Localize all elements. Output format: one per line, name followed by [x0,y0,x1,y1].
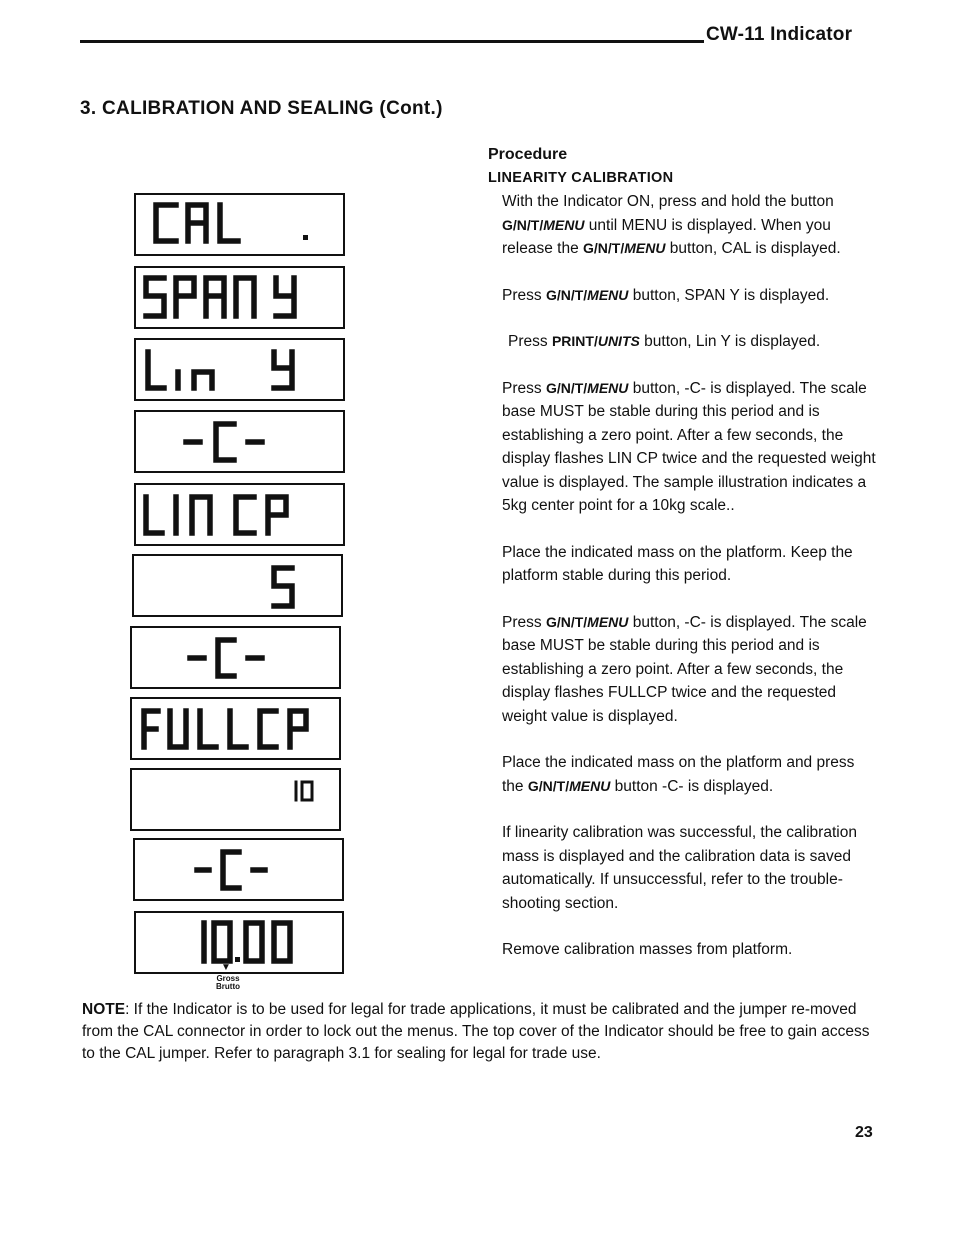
annunciator-brutto: Brutto [216,982,240,991]
step-2-text-a: Press [502,286,542,304]
lcd-segments-10 [132,770,339,829]
gnt-button-label: G/N/T/ [545,286,588,303]
step-1-text-c: button, CAL is displayed. [669,240,841,257]
step-5 [502,541,878,588]
step-4-text-b: button, -C- is displayed. The scale base MUST be stable during this period and is establishing a zero point. After a few seconds, the display flashes LIN CP twice and the requested weight value is displayed. The sample illustration indicates a 5kg center point for a 10kg scale.. [502,379,876,514]
lcd-segments-lin-cp [136,485,343,544]
lcd-segments-span-y [136,268,343,327]
lcd-display-cal [134,193,345,256]
procedure-text [488,143,878,985]
gnt-button-label: G/N/T/ [583,240,625,256]
lcd-display-lin-cp [134,483,345,546]
lcd-segments-5 [134,556,341,615]
lcd-segments-c-1 [136,412,343,471]
print-button-label: PRINT/ [551,333,598,349]
lcd-display-fullcp [130,697,341,760]
lcd-display-10 [130,768,341,831]
lcd-segments-lin-y [136,340,343,399]
linearity-heading: LINEARITY CALIBRATION [488,169,674,186]
gnt-button-label: G/N/T/ [545,379,588,396]
procedure-heading: Procedure [488,146,568,163]
lcd-segments-10-00 [136,913,342,972]
page-number: 23 [855,1124,873,1141]
menu-button-label: MENU [569,777,611,794]
step-3-text-b: button, Lin Y is displayed. [644,333,821,350]
lcd-segments-c-3 [135,840,342,899]
lcd-display-5 [132,554,343,617]
step-2 [502,284,878,308]
lcd-segments-fullcp [132,699,339,758]
section-title: 3. CALIBRATION AND SEALING (Cont.) [80,98,443,119]
annunciator-gross: Gross [216,974,240,983]
step-7-text-a: Place the indicated mass on the platform and press the [502,754,855,795]
legal-for-trade-note [82,999,872,1065]
step-6-text-b: button, -C- is displayed. The scale base MUST be stable during this period and is establishing a zero point. After a few seconds, the display flashes FULLCP twice and the requested weight value is displayed. [502,613,867,725]
menu-button-label: MENU [587,286,629,303]
note-text: : If the Indicator is to be used for legal for trade applications, it must be calibrated and the jumper re-moved from the CAL connector in order to lock out the menus. The top cover of the Indicator should be free to gain access to the CAL jumper. Refer to paragraph 3.1 for sealing for legal for trade use. [82,1001,870,1062]
lcd-display-c-2 [130,626,341,689]
step-1 [502,190,878,261]
step-6 [502,611,878,729]
lcd-display-c-3 [133,838,344,901]
gnt-button-label: G/N/T/ [527,777,570,794]
step-1-text-a: With the Indicator ON, press and hold the button [502,193,834,210]
step-8-text: If linearity calibration was successful, the calibration mass is displayed and the calibration data is saved automatically. If unsuccessful, refer to the trouble-shooting section. [502,824,857,912]
step-4 [502,377,878,518]
header-title: CW-11 Indicator [706,24,853,45]
step-9 [502,938,878,962]
step-8 [502,821,878,915]
step-7 [502,751,878,798]
gnt-button-label: G/N/T/ [502,216,544,233]
lcd-display-lin-y [134,338,345,401]
step-1-text-b: until MENU is displayed. When you release the [502,216,831,257]
lcd-segments-c-2 [132,628,339,687]
gnt-button-label: G/N/T/ [545,613,588,630]
menu-button-label: MENU [587,613,629,630]
header-rule [80,40,704,43]
step-9-text: Remove calibration masses from platform. [502,941,793,958]
lcd-segments-cal [136,195,343,254]
units-button-label: UNITS [597,333,640,349]
menu-button-label: MENU [624,240,666,256]
lcd-display-span-y [134,266,345,329]
step-6-text-a: Press [502,613,542,631]
lcd-display-10-00 [134,911,344,974]
note-label: NOTE [82,1001,126,1018]
step-3-text-a: Press [508,333,548,350]
menu-button-label: MENU [543,216,585,233]
menu-button-label: MENU [587,379,629,396]
step-4-text-a: Press [502,379,542,397]
step-5-text: Place the indicated mass on the platform. Keep the platform stable during this period. [502,543,853,584]
step-7-text-b: button -C- is displayed. [614,777,774,795]
lcd-display-c-1 [134,410,345,473]
step-3 [508,330,878,354]
step-2-text-b: button, SPAN Y is displayed. [632,286,830,304]
gross-indicator-arrow-icon: ▼ [221,962,231,973]
